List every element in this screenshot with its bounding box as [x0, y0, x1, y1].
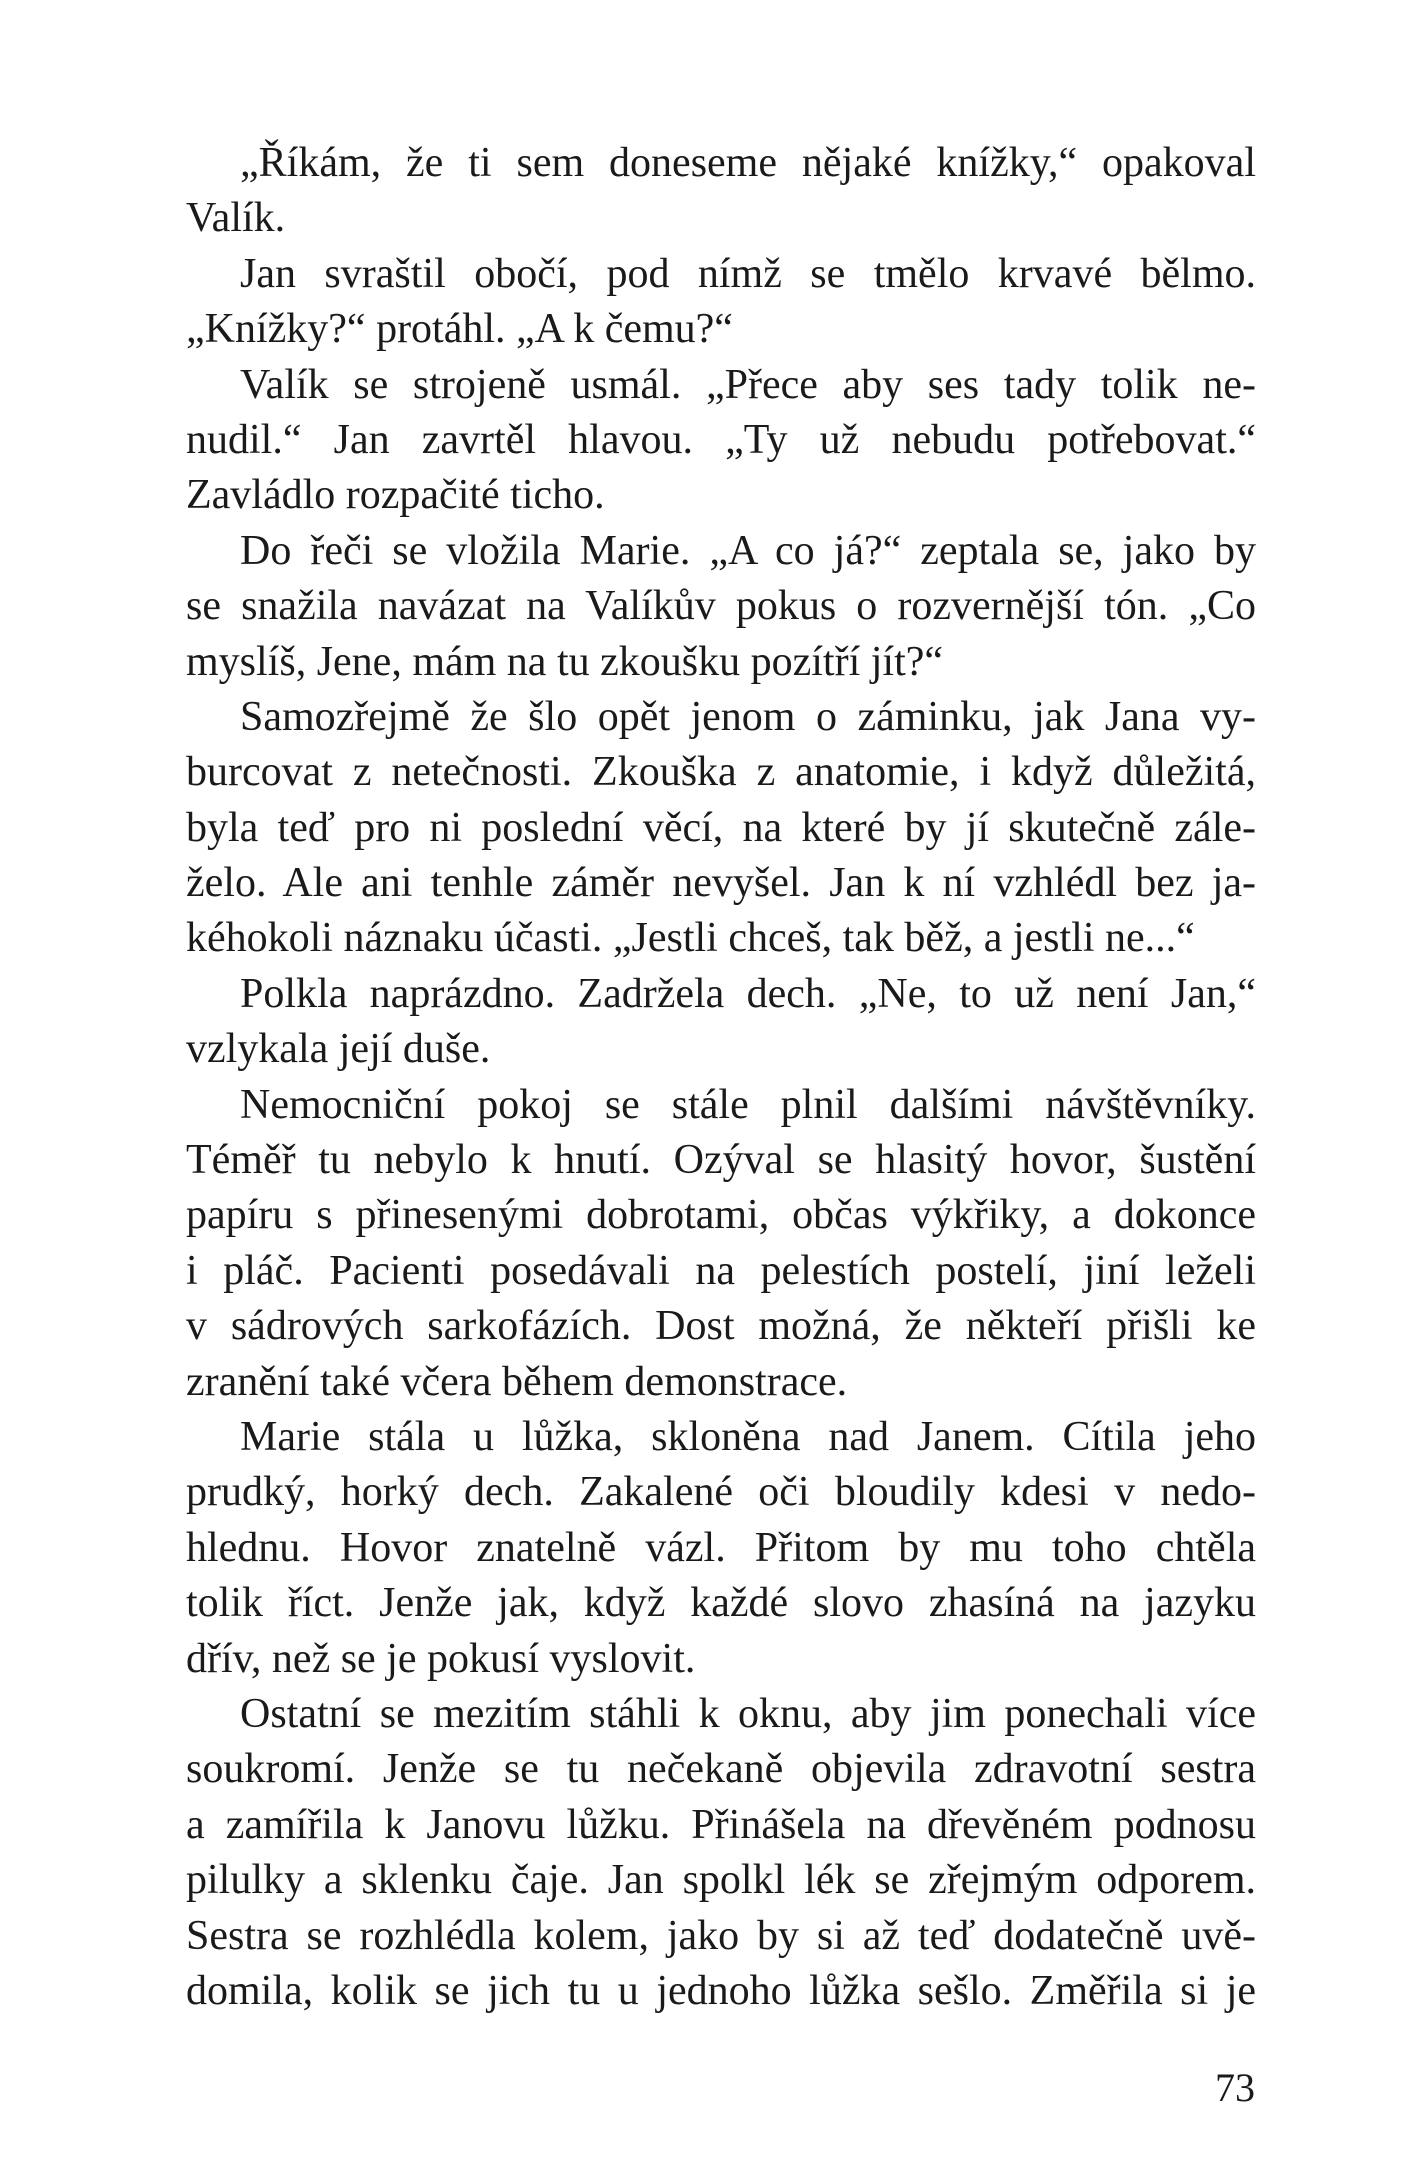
text-line: „Knížky?“ protáhl. „A k čemu?“: [186, 306, 733, 353]
text-line: Jan svraštil obočí, pod nímž se tmělo krvavé bělmo.: [240, 250, 1256, 297]
text-line: byla teď pro ni poslední věcí, na které by jí skutečně zále-: [186, 804, 1256, 851]
text-line: soukromí. Jenže se tu nečekaně objevila zdravotní sestra: [186, 1746, 1256, 1793]
text-line: hlednu. Hovor znatelně vázl. Přitom by mu toho chtěla: [186, 1524, 1256, 1571]
text-line: Valík se strojeně usmál. „Přece aby ses tady tolik ne-: [240, 361, 1256, 408]
text-line: Sestra se rozhlédla kolem, jako by si až teď dodatečně uvě-: [186, 1912, 1256, 1959]
text-line: „Říkám, že ti sem doneseme nějaké knížky,“ opakoval: [240, 140, 1256, 186]
text-line: želo. Ale ani tenhle záměr nevyšel. Jan k ní vzhlédl bez ja-: [186, 860, 1256, 907]
text-line: myslíš, Jene, mám na tu zkoušku pozítří jít?“: [186, 638, 944, 685]
text-line: a zamířila k Janovu lůžku. Přinášela na dřevěném podnosu: [186, 1801, 1256, 1848]
text-line: Samozřejmě že šlo opět jenom o záminku, jak Jana vy-: [240, 693, 1256, 740]
text-line: nudil.“ Jan zavrtěl hlavou. „Ty už nebudu potřebovat.“: [186, 416, 1256, 463]
text-line: Zavládlo rozpačité ticho.: [186, 472, 605, 519]
text-line: prudký, horký dech. Zakalené oči bloudily kdesi v nedo-: [186, 1469, 1256, 1516]
text-line: i pláč. Pacienti posedávali na pelestích postelí, jiní leželi: [186, 1247, 1256, 1294]
text-line: Do řeči se vložila Marie. „A co já?“ zeptala se, jako by: [240, 527, 1256, 574]
text-line: papíru s přinesenými dobrotami, občas výkřiky, a dokonce: [186, 1192, 1256, 1239]
text-line: tolik říct. Jenže jak, když každé slovo zhasíná na jazyku: [186, 1580, 1256, 1627]
text-line: burcovat z netečnosti. Zkouška z anatomie, i když důležitá,: [186, 749, 1256, 796]
text-line: Ostatní se mezitím stáhli k oknu, aby jim ponechali více: [240, 1690, 1256, 1737]
text-line: Marie stála u lůžka, skloněna nad Janem. Cítila jeho: [240, 1413, 1256, 1460]
text-line: pilulky a sklenku čaje. Jan spolkl lék se zřejmým odporem.: [186, 1857, 1256, 1904]
text-line: dřív, než se je pokusí vyslovit.: [186, 1635, 696, 1682]
text-line: Nemocniční pokoj se stále plnil dalšími návštěvníky.: [240, 1081, 1256, 1128]
page-number: 73: [1215, 2065, 1255, 2110]
text-line: domila, kolik se jich tu u jednoho lůžka sešlo. Změřila si je: [186, 1967, 1256, 2014]
text-line: Téměř tu nebylo k hnutí. Ozýval se hlasitý hovor, šustění: [186, 1137, 1256, 1184]
text-line: v sádrových sarkofázích. Dost možná, že někteří přišli ke: [186, 1303, 1256, 1350]
text-line: kéhokoli náznaku účasti. „Jestli chceš, tak běž, a jestli ne...“: [186, 915, 1195, 962]
text-line: Polkla naprázdno. Zadržela dech. „Ne, to už není Jan,“: [240, 970, 1256, 1017]
text-line: se snažila navázat na Valíkův pokus o rozvernější tón. „Co: [186, 583, 1256, 630]
text-line: vzlykala její duše.: [186, 1026, 491, 1073]
text-line: zranění také včera během demonstrace.: [186, 1358, 848, 1405]
text-line: Valík.: [186, 195, 286, 242]
body-text: [186, 136, 1256, 2019]
